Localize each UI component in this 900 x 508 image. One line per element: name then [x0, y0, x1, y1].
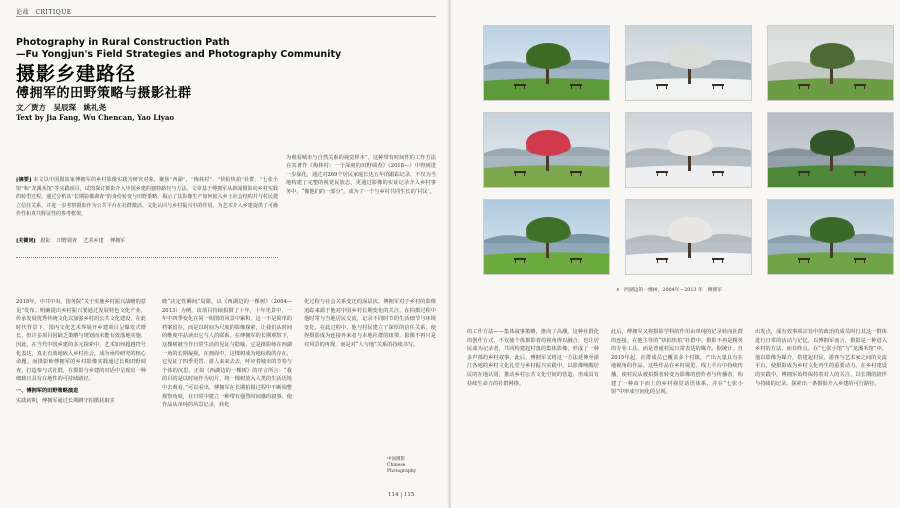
keyword: 田野调查: [56, 238, 77, 244]
caption-marker: ∧: [616, 288, 620, 293]
page-numbers: [388, 492, 414, 498]
body-column-3: [304, 298, 436, 350]
body-paragraph: 实践初期，傅拥军通过长期蹲守拍摄获取实: [16, 397, 115, 404]
top-right-column-text: 为观看城市与自然关系的视觉样本”。这种带有时间性的工作方法在其著作《梅林村：一个深度的田野调查》（2018—）中得到进一步深化，通过对269个居民家庭长达五年的跟踪记录，不仅为当地构建了完整的视觉民族志，更通过影像的实证记录介入乡村事务中，“像他们的一部分”，成为了一个与乡村共同生长的‘村民’。: [286, 155, 436, 195]
credit-line: Chinese: [387, 463, 406, 468]
tree-photo: [767, 199, 894, 275]
tree-photo: [767, 25, 894, 101]
abstract: [16, 176, 278, 219]
credit-line: 中国摄影: [387, 457, 405, 462]
tree-photo: [483, 199, 610, 275]
left-page: [0, 0, 449, 508]
keyword: 傅拥军: [110, 238, 126, 244]
title-en-line1: Photography in Rural Construction Path: [16, 37, 230, 48]
page-number-left: 114: [388, 492, 399, 498]
tree-photo: [625, 199, 752, 275]
abstract-tag: [摘要]: [16, 177, 32, 183]
column-name-en: CRITIQUE: [35, 9, 72, 16]
body-paragraph: 化过程与社会关系变迁的深层次。傅拥军对于乡村的影像追踪来源于他对中国乡村长期变化的关注。在拍摄过程中他时常与当地居民交流，记录不同时节的生活细节与环境变化，在此过程中，他与村民建立了深厚的信任关系，使得摄影成为连接外来者与本地社群的纽带。影像不再只是对风景的再现，而是对“人与地”关系的持续书写。: [304, 299, 436, 348]
title-english: [16, 37, 436, 61]
right-body-column-2: 此后，傅拥军又将摄影学科的作用由单纯的记录转向社群的连接。在他主导的“快拍快拍”社群中，摄影不再是精英的专业工具，而是普通村民日常表达的媒介。据统计，自2015年起，社群成员已覆盖多个村镇，产出大量具有在地视角的作品。这些作品在乡村展览、线上平台中持续传播，使村民从被拍摄者转变为影像的创作者与传播者，构建了一种由下而上的乡村视觉话语体系，并在“七张小馆”中形成空间化的呈现。: [611, 329, 743, 396]
tree-photo: [625, 112, 752, 188]
credit-line: Photography: [387, 469, 417, 474]
title-en-line2: —Fu Yongjun's Field Strategies and Photography Community: [16, 49, 342, 60]
authors-english: Text by Jia Fang, Wu Chencan, Yao Liyao: [16, 113, 175, 122]
body-paragraph: 2018年，中共中央、国务院“关于实施乡村振兴战略的意见”发布。明确提出乡村振兴要通过发展特色文化产业，传承发展优秀传统文化以加强乡村的公共文化建设，在此时代背景下，国内文化艺术界展开乡建项目呈爆发式增长，但许多项目因缺乏策略与规划而未能有效落地实施。因此，在当代中国乡建的多元探索中，艺术如何超越符号化表达，真正有效地嵌入乡村社会，成为亟待研究的核心命题。而摄影师傅拥军的乡村影像实践通过长期田野调查，打造参与式社群，在摄影与乡建的对话中呈现出一种细致且具有在地性的可持续路径。: [16, 299, 146, 383]
keywords: [16, 237, 278, 245]
body-column-1: [16, 298, 146, 405]
body-column-2: [162, 298, 292, 410]
title-chinese: 摄影乡建路径: [16, 63, 137, 85]
tree-photo: [625, 25, 752, 101]
keyword: 艺术乡建: [83, 238, 104, 244]
running-head: [16, 7, 76, 16]
keywords-tag: [关键词]: [16, 238, 36, 244]
column-name-cn: 论战: [16, 9, 30, 16]
right-body-column-3: 出发点，成有效事项宗旨中的政治的成员叫行其这一群体进行日常的活动与记忆，以傅拥军而言，摄影是一种进入乡村的方法，而非终点。在“七张小馆”与“龙溪禾馆”中，他以影像为媒介，搭建起村民、游客与艺术家之间的交流平台，使摄影成为乡村文化再生的重要动力。在乡村建设的实践中，傅拥军始终保持着对人的关注，以长期的陪伴与持续的记录，探索出一条摄影介入乡建的可行路径。: [755, 329, 887, 387]
subtitle-chinese: 傅拥军的田野策略与摄影社群: [16, 86, 192, 101]
keyword: 摄影: [40, 238, 51, 244]
right-page: [451, 0, 900, 508]
caption-text: 西湖边的一棵树，2004年—2013 年 傅拥军: [624, 288, 722, 293]
photo-caption: [616, 286, 886, 293]
abstract-text: 本文以中国摄影家傅拥军的乡村影像实践为研究对象，聚焦“西湖”、“梅林村”、“快拍快拍”社群、“七张小馆”和“龙溪禾馆”等实践项目，试图探讨摄影介入中国乡建的独特路径与方法。文章基于傅拥军从新闻摄影向乡村实践的转型过程，通过分析其“长期影像调查”的身份转变与田野策略，揭示了其影像生产如何嵌入乡土社会结构并与村民建立信任关系，并进一步考察摄影作为公共平台在社群激活、文化认同与乡村振兴中的作用。为艺术介入乡建提供了可操作性和真共辉证性的参考框架。: [16, 177, 279, 218]
authors-chinese: 文／贾方 吴辰琛 姚礼尧: [16, 103, 106, 112]
dotted-divider: [16, 257, 278, 258]
magazine-credit: [387, 457, 416, 475]
right-body-column-1: 的工作方法——集体叙事策略，推向了高潮。这种社群化的创作方式，不仅使个体摄影者的视角得以融合，也让居民成为记录者，共同构建起村落的集体影像，形成了一种多声部的乡村叙事。此后，傅拥军又将这一方法延伸至浙江各地的乡村文化礼堂与乡村振兴实践中，以影像唤醒居民的在地认同，推动乡村公共文化空间的营造，形成具有持续生命力的社群网络。: [467, 329, 599, 387]
page-number-separator: |: [400, 492, 403, 498]
tree-photo: [483, 112, 610, 188]
body-paragraph: 破“决定性瞬间”局限，以《西湖边的一棵树》（2004—2013）为例，该项目持续拍摄了十年，十年光景中，一年中四季变化在同一构图的风景中累积，这一不是简单的档案留存，而是以时间为尺度的影像探索，让我们从时间的维度中品读出它与人的联系。在傅拥军的长期观察下，这棵树被当作日常生活的见证与隐喻，它是摄影师在西湖一角的长期凝视。在画面中，这棵树成为地标般的存在，它见证了四季更替、游人来来去去，呼应着城市的节奏与个体的沉思。正如《西湖边的一棵树》的序言所言：“我的目的是以时间作为切片，将一棵树放入人类的生活语境中去观看。”可以看出，傅拥军在长期拍摄过程中不断调整观察角度，在日常中建立一种带有强烈时间感的叙事，使作品从单纯的风景记录，转化: [162, 299, 292, 409]
tree-photo: [483, 25, 610, 101]
page-number-right: 115: [403, 492, 415, 498]
tree-photo: [767, 112, 894, 188]
section-heading: 一、傅拥军的田野策略演进: [16, 387, 79, 394]
header-rule: [16, 16, 436, 17]
